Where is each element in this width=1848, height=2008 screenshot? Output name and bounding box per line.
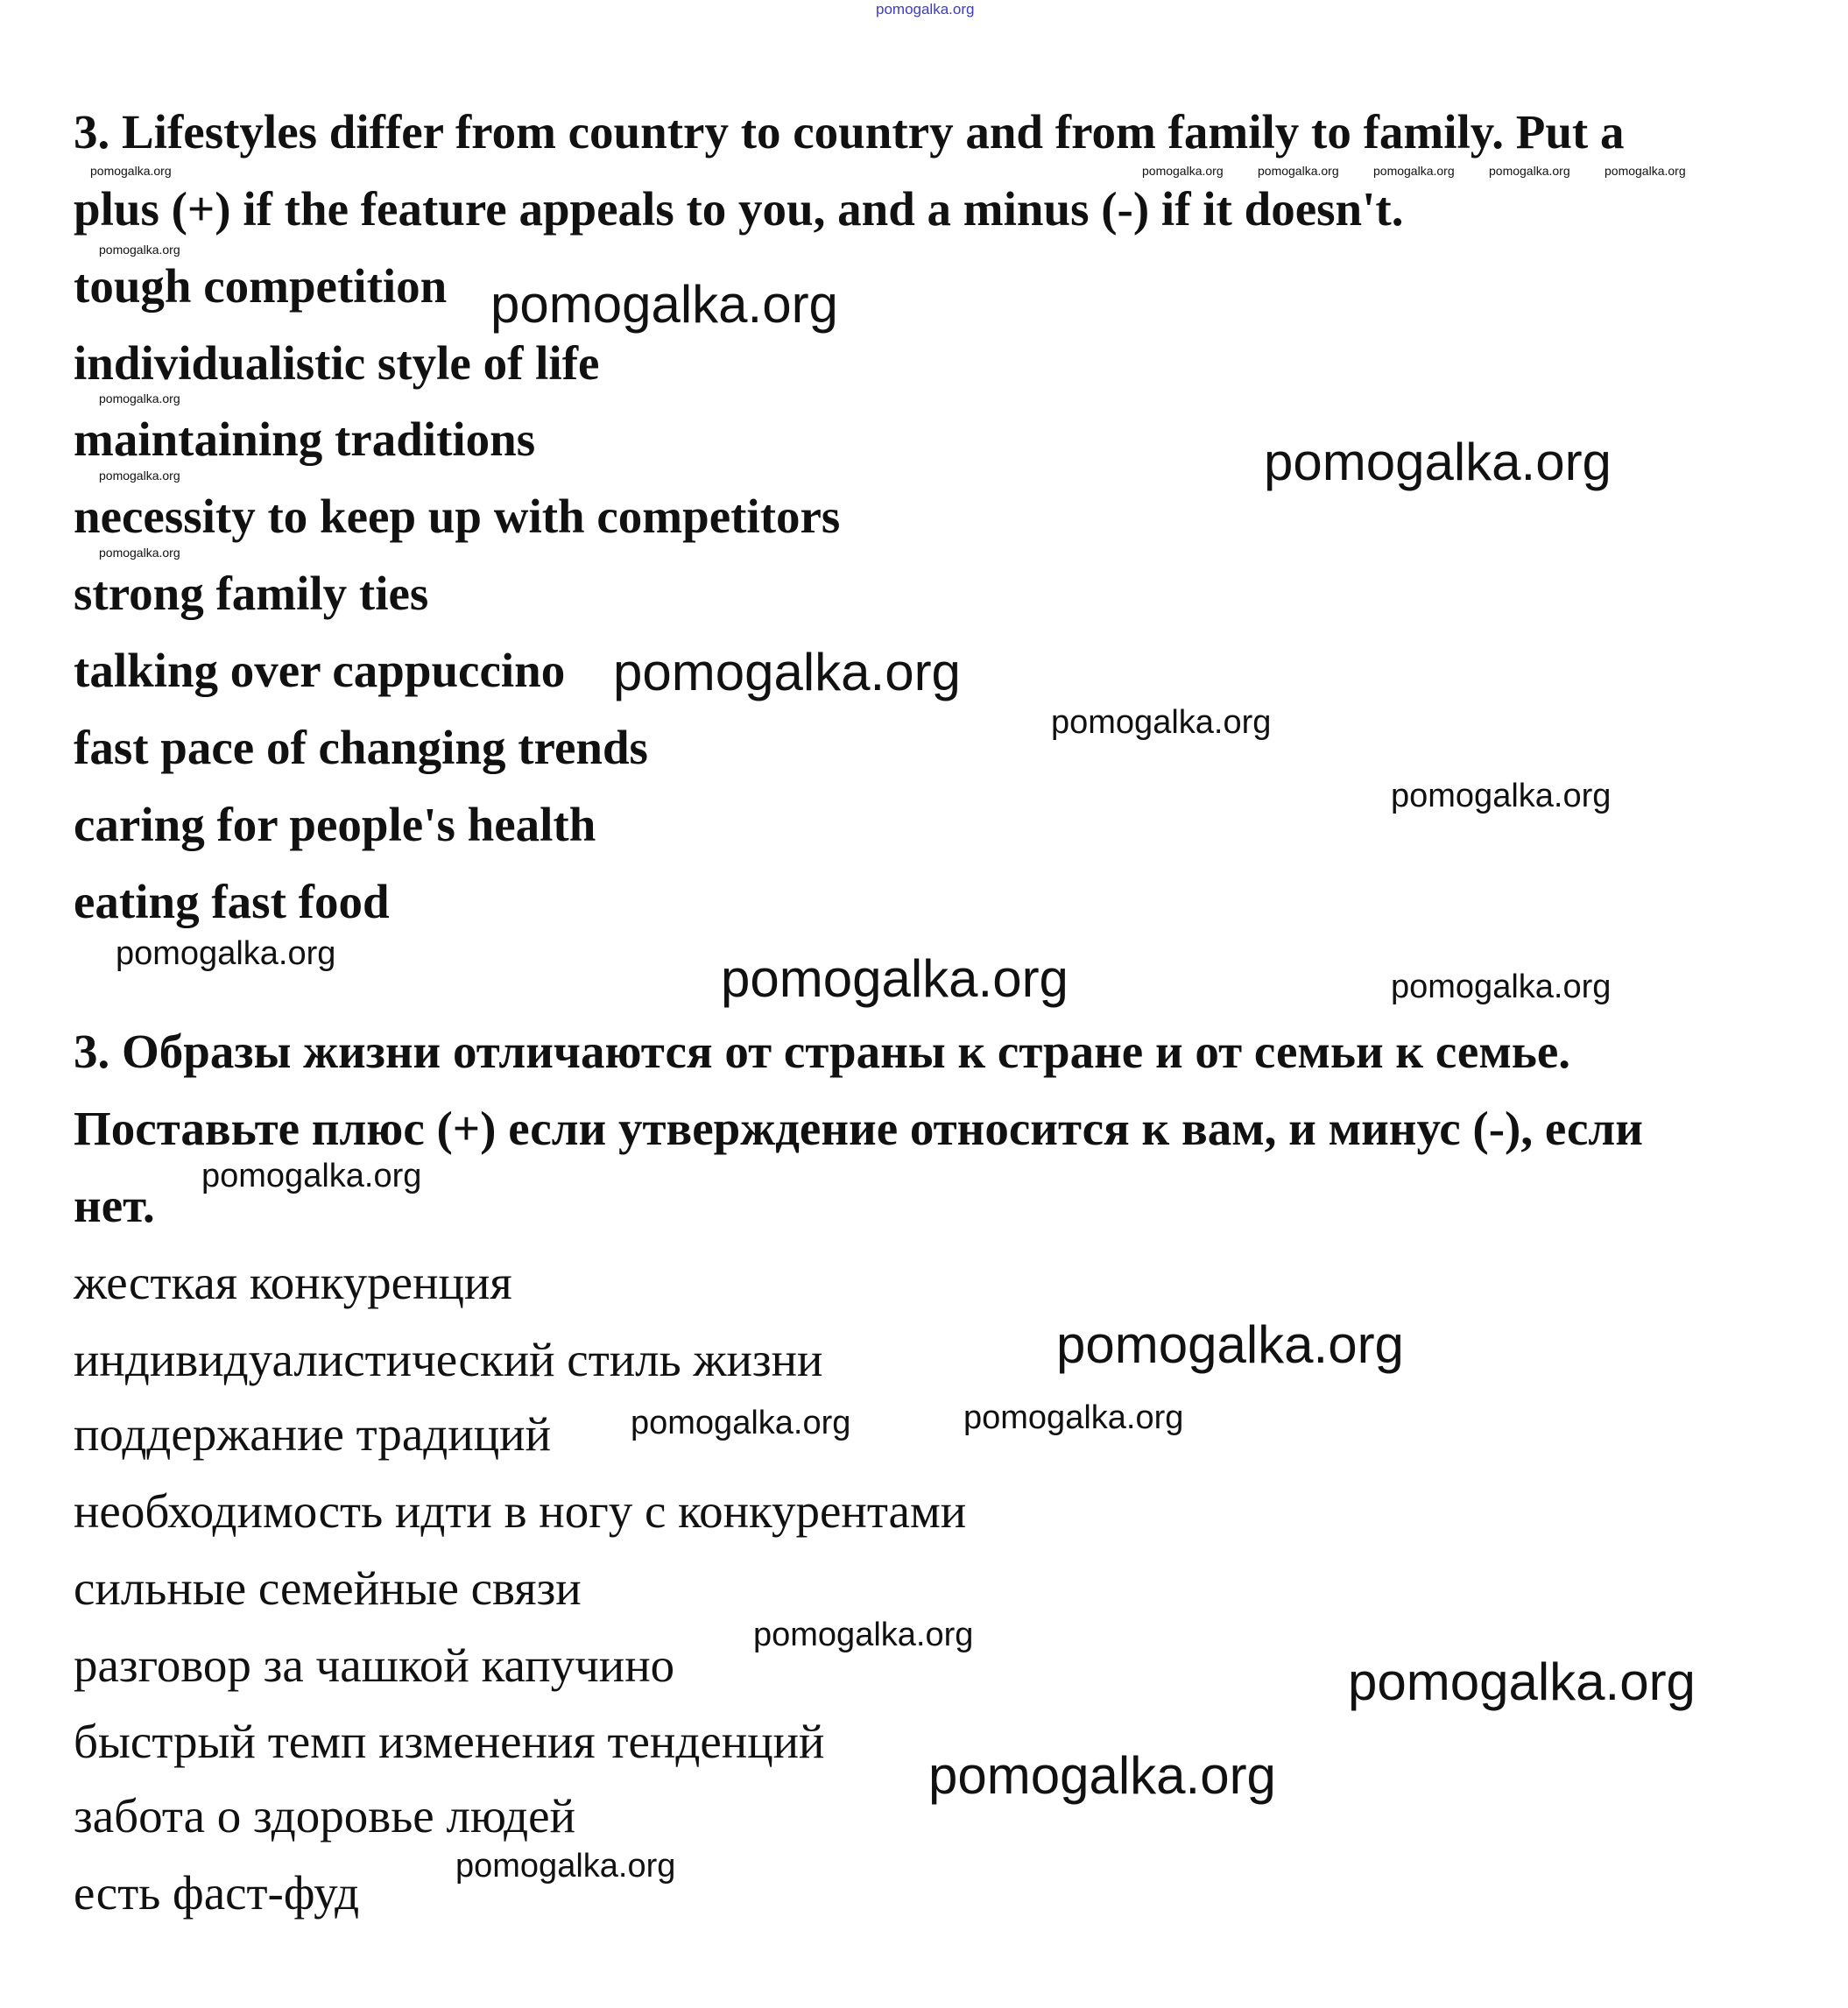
watermark-small: pomogalka.org xyxy=(99,243,180,257)
russian-item: забота о здоровье людей xyxy=(74,1789,576,1842)
english-heading-line-1: 3. Lifestyles differ from country to country and from family to family. Put a xyxy=(74,105,1625,159)
watermark-small: pomogalka.org xyxy=(1258,164,1339,178)
english-item: maintaining traditions xyxy=(74,412,536,466)
english-item: eating fast food xyxy=(74,875,390,928)
watermark-medium: pomogalka.org xyxy=(631,1405,851,1441)
watermark-medium: pomogalka.org xyxy=(1051,704,1272,741)
watermark-small: pomogalka.org xyxy=(1142,164,1224,178)
english-heading-line-2: plus (+) if the feature appeals to you, and a minus (-) if it doesn't. xyxy=(74,182,1404,236)
watermark-medium: pomogalka.org xyxy=(116,935,336,972)
russian-item: разговор за чашкой капучино xyxy=(74,1638,675,1692)
english-item: fast pace of changing trends xyxy=(74,721,648,774)
watermark-medium: pomogalka.org xyxy=(1391,778,1612,814)
russian-item: жесткая конкуренция xyxy=(74,1256,512,1309)
watermark-small: pomogalka.org xyxy=(1373,164,1455,178)
watermark-small: pomogalka.org xyxy=(90,164,172,178)
russian-item: индивидуалистический стиль жизни xyxy=(74,1333,823,1386)
english-item: individualistic style of life xyxy=(74,336,600,390)
watermark-large: pomogalka.org xyxy=(490,275,838,334)
russian-item: поддержание традиций xyxy=(74,1407,552,1461)
watermark-small: pomogalka.org xyxy=(1605,164,1686,178)
watermark-large: pomogalka.org xyxy=(1056,1315,1404,1374)
watermark-top: pomogalka.org xyxy=(876,1,975,18)
watermark-medium: pomogalka.org xyxy=(963,1399,1184,1436)
russian-item: сильные семейные связи xyxy=(74,1561,582,1615)
watermark-medium: pomogalka.org xyxy=(201,1158,422,1194)
english-item: talking over cappuccino xyxy=(74,644,566,697)
russian-heading-line-1: 3. Образы жизни отличаются от страны к стране и от семьи к семье. xyxy=(74,1025,1571,1078)
watermark-large: pomogalka.org xyxy=(613,643,961,701)
russian-item: есть фаст-фуд xyxy=(74,1866,360,1920)
russian-heading-line-3: нет. xyxy=(74,1179,155,1232)
watermark-medium: pomogalka.org xyxy=(753,1617,974,1653)
watermark-large: pomogalka.org xyxy=(1264,433,1612,491)
russian-item: необходимость идти в ногу с конкурентами xyxy=(74,1484,967,1538)
english-item: tough competition xyxy=(74,259,448,313)
watermark-medium: pomogalka.org xyxy=(1391,969,1612,1005)
watermark-large: pomogalka.org xyxy=(721,949,1069,1008)
english-item: necessity to keep up with competitors xyxy=(74,490,841,543)
watermark-small: pomogalka.org xyxy=(1489,164,1570,178)
russian-item: быстрый темп изменения тенденций xyxy=(74,1715,825,1768)
english-item: caring for people's health xyxy=(74,798,596,851)
watermark-large: pomogalka.org xyxy=(928,1746,1276,1805)
watermark-large: pomogalka.org xyxy=(1348,1652,1696,1711)
english-item: strong family ties xyxy=(74,567,429,620)
watermark-medium: pomogalka.org xyxy=(455,1848,676,1885)
russian-heading-line-2: Поставьте плюс (+) если утверждение относится к вам, и минус (-), если xyxy=(74,1102,1643,1155)
watermark-small: pomogalka.org xyxy=(99,546,180,560)
watermark-small: pomogalka.org xyxy=(99,469,180,483)
watermark-small: pomogalka.org xyxy=(99,391,180,405)
